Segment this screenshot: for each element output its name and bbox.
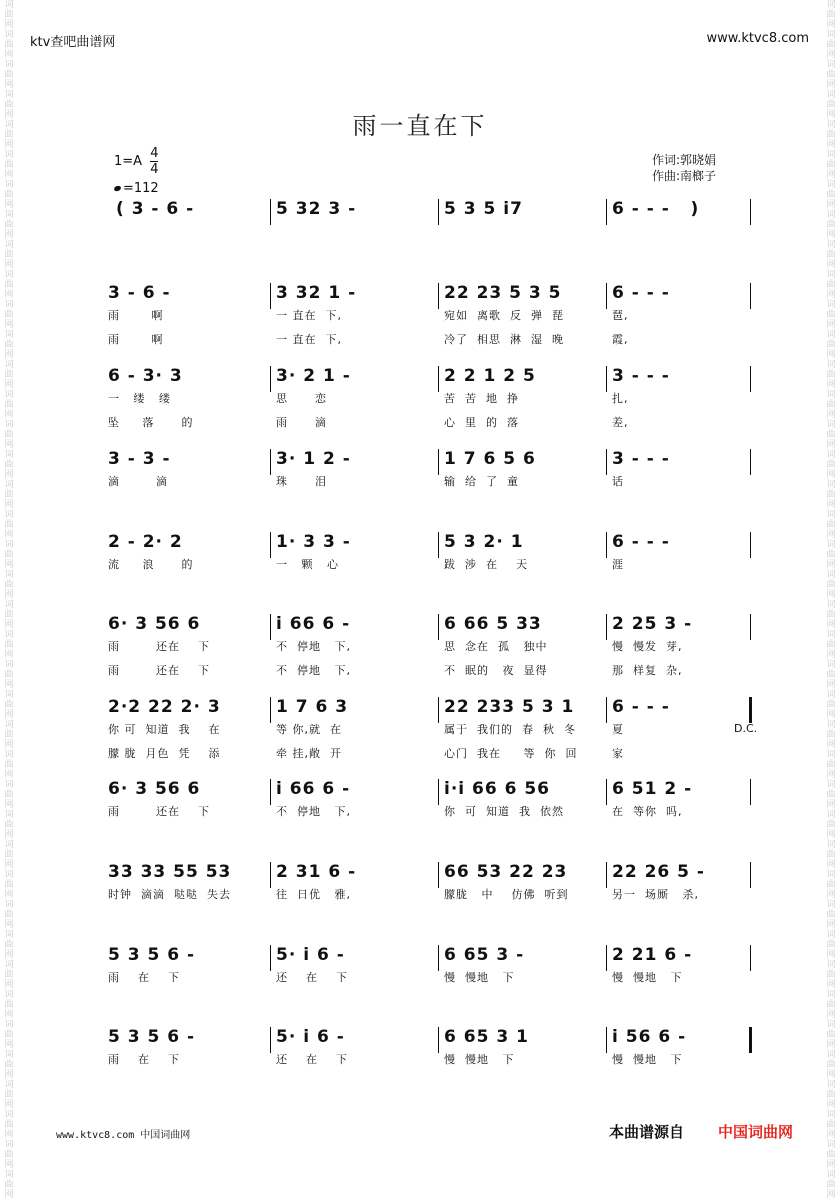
measure-notes: 6· 3 56 6 [108,779,201,799]
lyric-line-1: 一 颗 心 [276,558,339,571]
lyric-line-1: 宛如 离歌 反 弹 琵 [444,309,564,322]
lyric-line-2: 心门 我在 等 你 回 [444,747,578,760]
lyric-line-2: 牵 挂,敞 开 [276,747,342,760]
barline [606,945,607,971]
measure-notes: 6 - 3· 3 [108,366,183,386]
lyric-line-1: 慢 慢地 下 [612,971,683,984]
header-site-name: ktv查吧曲谱网 [30,35,116,50]
lyric-line-1: 不 停地 下, [276,805,351,818]
measure-notes: 3 - 6 - [108,283,171,303]
lyric-line-2: 雨 还在 下 [108,664,210,677]
lyric-line-1: 滴 滴 [108,475,168,488]
lyric-line-2: 坠 落 的 [108,416,194,429]
barline [438,945,439,971]
measure-notes: 3· 2 1 - [276,366,351,386]
lyric-line-1: 朦胧 中 仿佛 听到 [444,888,569,901]
barline [606,862,607,888]
composer: 作曲:南榔子 [652,169,717,183]
footer-brand[interactable]: 中国词曲网 [718,1123,794,1141]
lyric-line-1: 琶, [612,309,629,322]
score-system [0,862,840,932]
lyric-line-1: 夏 [612,723,624,736]
lyric-line-1: 扎, [612,392,629,405]
measure-notes: i 66 6 - [276,614,351,634]
measure-notes: 22 233 5 3 1 [444,697,575,717]
barline [438,283,439,309]
barline [270,779,271,805]
measure-notes: 6 - - - [612,697,670,717]
barline [750,199,751,225]
measure-notes: 6 65 3 - [444,945,525,965]
lyric-line-2: 雨 滴 [276,416,327,429]
barline [749,1027,752,1053]
measure-notes: 6 66 5 33 [444,614,542,634]
barline [270,199,271,225]
measure-notes: i 66 6 - [276,779,351,799]
measure-notes: 6 - - - ) [612,199,700,219]
measure-notes: 66 53 22 23 [444,862,568,882]
barline [270,1027,271,1053]
barline [438,779,439,805]
measure-notes: 22 26 5 - [612,862,705,882]
barline [270,614,271,640]
measure-notes: i 56 6 - [612,1027,687,1047]
lyric-line-2: 不 停地 下, [276,664,351,677]
tempo-value: =112 [123,181,159,196]
measure-notes: 3 32 1 - [276,283,357,303]
lyric-line-1: 在 等你 吗, [612,805,683,818]
lyric-line-1: 慢 慢地 下 [444,1053,515,1066]
barline [270,283,271,309]
lyric-line-1: 往 日优 雅, [276,888,351,901]
barline [438,697,439,723]
barline [438,366,439,392]
song-title: 雨一直在下 [352,112,488,140]
lyric-line-1: 还 在 下 [276,971,348,984]
lyric-line-1: 苦 苦 地 挣 [444,392,519,405]
measure-notes: 2 25 3 - [612,614,693,634]
barline [606,614,607,640]
lyric-line-1: 一 直在 下, [276,309,342,322]
lyric-line-1: 你 可 知道 我 在 [108,723,221,736]
lyric-line-1: 思 恋 [276,392,327,405]
measure-notes: 2 21 6 - [612,945,693,965]
measure-notes: 3· 1 2 - [276,449,351,469]
measure-notes: 5 32 3 - [276,199,357,219]
lyric-line-1: 思 念在 孤 独中 [444,640,548,653]
lyric-line-1: 你 可 知道 我 依然 [444,805,564,818]
barline [270,862,271,888]
lyric-line-1: 流 浪 的 [108,558,194,571]
score-system [0,945,840,1015]
lyricist: 作词:郭晓娟 [652,153,717,167]
barline [749,697,752,723]
lyric-line-1: 另一 场厮 杀, [612,888,699,901]
score-system [0,199,840,269]
lyric-line-1: 雨 还在 下 [108,640,210,653]
lyric-line-1: 时钟 滴滴 哒哒 失去 [108,888,231,901]
score-system [0,1027,840,1097]
measure-notes: 1· 3 3 - [276,532,351,552]
measure-notes: 1 7 6 3 [276,697,349,717]
lyric-line-2: 那 样复 杂, [612,664,683,677]
tempo-marking [114,181,159,196]
measure-notes: 1 7 6 5 6 [444,449,536,469]
barline [606,779,607,805]
barline [750,945,751,971]
lyric-line-1: 雨 在 下 [108,971,180,984]
measure-notes: 22 23 5 3 5 [444,283,562,303]
lyric-line-1: 慢 慢发 芽, [612,640,683,653]
measure-notes: 6· 3 56 6 [108,614,201,634]
barline [750,532,751,558]
measure-notes: 2 2 1 2 5 [444,366,536,386]
time-signature [150,146,158,177]
edge-watermark-left: 词曲网词曲网词曲网词曲网词曲网词曲网词曲网词曲网词曲网词曲网词曲网词曲网词曲网词曲网词曲网词曲网词曲网词曲网词曲网词曲网词曲网词曲网词曲网词曲网词曲网词曲网词曲网词曲网词曲网词曲网词曲网词曲网词曲网词曲网词曲网词曲网词曲网词曲网词曲网词曲网 [4,0,14,1200]
score-system [0,283,840,353]
footer-site[interactable]: www.ktvc8.com 中国词曲网 [56,1130,191,1141]
lyric-line-2: 雨 啊 [108,333,164,346]
measure-notes: 5· i 6 - [276,1027,345,1047]
lyric-line-2: 不 眠的 夜 显得 [444,664,548,677]
barline [750,283,751,309]
header-site-url[interactable]: www.ktvc8.com [706,31,809,46]
lyric-line-1: 跋 涉 在 天 [444,558,528,571]
lyric-line-2: 霞, [612,333,629,346]
barline [270,366,271,392]
lyric-line-2: 差, [612,416,629,429]
edge-watermark-right: 词曲网词曲网词曲网词曲网词曲网词曲网词曲网词曲网词曲网词曲网词曲网词曲网词曲网词曲网词曲网词曲网词曲网词曲网词曲网词曲网词曲网词曲网词曲网词曲网词曲网词曲网词曲网词曲网词曲网词曲网词曲网词曲网词曲网词曲网词曲网词曲网词曲网词曲网词曲网词曲网 [826,0,836,1200]
barline [606,532,607,558]
measure-notes: 5 3 5 i7 [444,199,523,219]
lyric-line-1: 慢 慢地 下 [612,1053,683,1066]
measure-notes: 5 3 2· 1 [444,532,524,552]
lyric-line-1: 还 在 下 [276,1053,348,1066]
measure-notes: 6 65 3 1 [444,1027,529,1047]
lyric-line-1: 输 给 了 童 [444,475,519,488]
lyric-line-1: 等 你,就 在 [276,723,342,736]
score-system [0,779,840,849]
barline [438,1027,439,1053]
measure-notes: 2·2 22 2· 3 [108,697,221,717]
barline [270,945,271,971]
lyric-line-1: 不 停地 下, [276,640,351,653]
barline [438,532,439,558]
measure-notes: 5 3 5 6 - [108,1027,196,1047]
lyric-line-1: 雨 还在 下 [108,805,210,818]
measure-notes: 6 - - - [612,283,670,303]
measure-notes: 3 - - - [612,366,670,386]
lyric-line-1: 雨 啊 [108,309,164,322]
score-system [0,614,840,684]
measure-notes: 3 - - - [612,449,670,469]
time-numerator: 4 [150,146,159,161]
measure-notes: 2 31 6 - [276,862,357,882]
measure-notes: ( 3 - 6 - [116,199,195,219]
lyric-line-2: 冷了 相思 淋 湿 晚 [444,333,564,346]
measure-notes: 3 - 3 - [108,449,171,469]
lyric-line-1: 珠 泪 [276,475,327,488]
lyric-line-2: 朦 胧 月色 凭 添 [108,747,221,760]
barline [750,366,751,392]
measure-notes: 33 33 55 53 [108,862,232,882]
barline [750,779,751,805]
measure-notes: i·i 66 6 56 [444,779,551,799]
barline [606,199,607,225]
score-system [0,532,840,602]
barline [438,862,439,888]
measure-notes: 6 - - - [612,532,670,552]
footer-source-label: 本曲谱源自 [609,1123,685,1141]
barline [438,449,439,475]
time-denominator: 4 [150,162,159,177]
quarter-note-icon [113,185,121,192]
barline [606,1027,607,1053]
barline [270,449,271,475]
measure-notes: 5 3 5 6 - [108,945,196,965]
dc-mark: D.C. [734,722,758,735]
barline [270,697,271,723]
measure-notes: 5· i 6 - [276,945,345,965]
credits [652,152,716,184]
lyric-line-1: 雨 在 下 [108,1053,180,1066]
score-system [0,366,840,436]
lyric-line-1: 属于 我们的 春 秋 冬 [444,723,576,736]
barline [750,449,751,475]
barline [606,366,607,392]
barline [270,532,271,558]
key-signature [114,146,158,177]
key-label: 1=A [114,154,143,169]
score-system [0,449,840,519]
barline [606,697,607,723]
measure-notes: 6 51 2 - [612,779,693,799]
lyric-line-1: 话 [612,475,624,488]
barline [750,614,751,640]
lyric-line-1: 涯 [612,558,624,571]
barline [438,199,439,225]
barline [750,862,751,888]
score-system [0,697,840,767]
lyric-line-1: 一 缕 缕 [108,392,171,405]
lyric-line-2: 心 里 的 落 [444,416,519,429]
lyric-line-2: 家 [612,747,624,760]
measure-notes: 2 - 2· 2 [108,532,183,552]
barline [438,614,439,640]
barline [606,449,607,475]
barline [606,283,607,309]
lyric-line-2: 一 直在 下, [276,333,342,346]
lyric-line-1: 慢 慢地 下 [444,971,515,984]
